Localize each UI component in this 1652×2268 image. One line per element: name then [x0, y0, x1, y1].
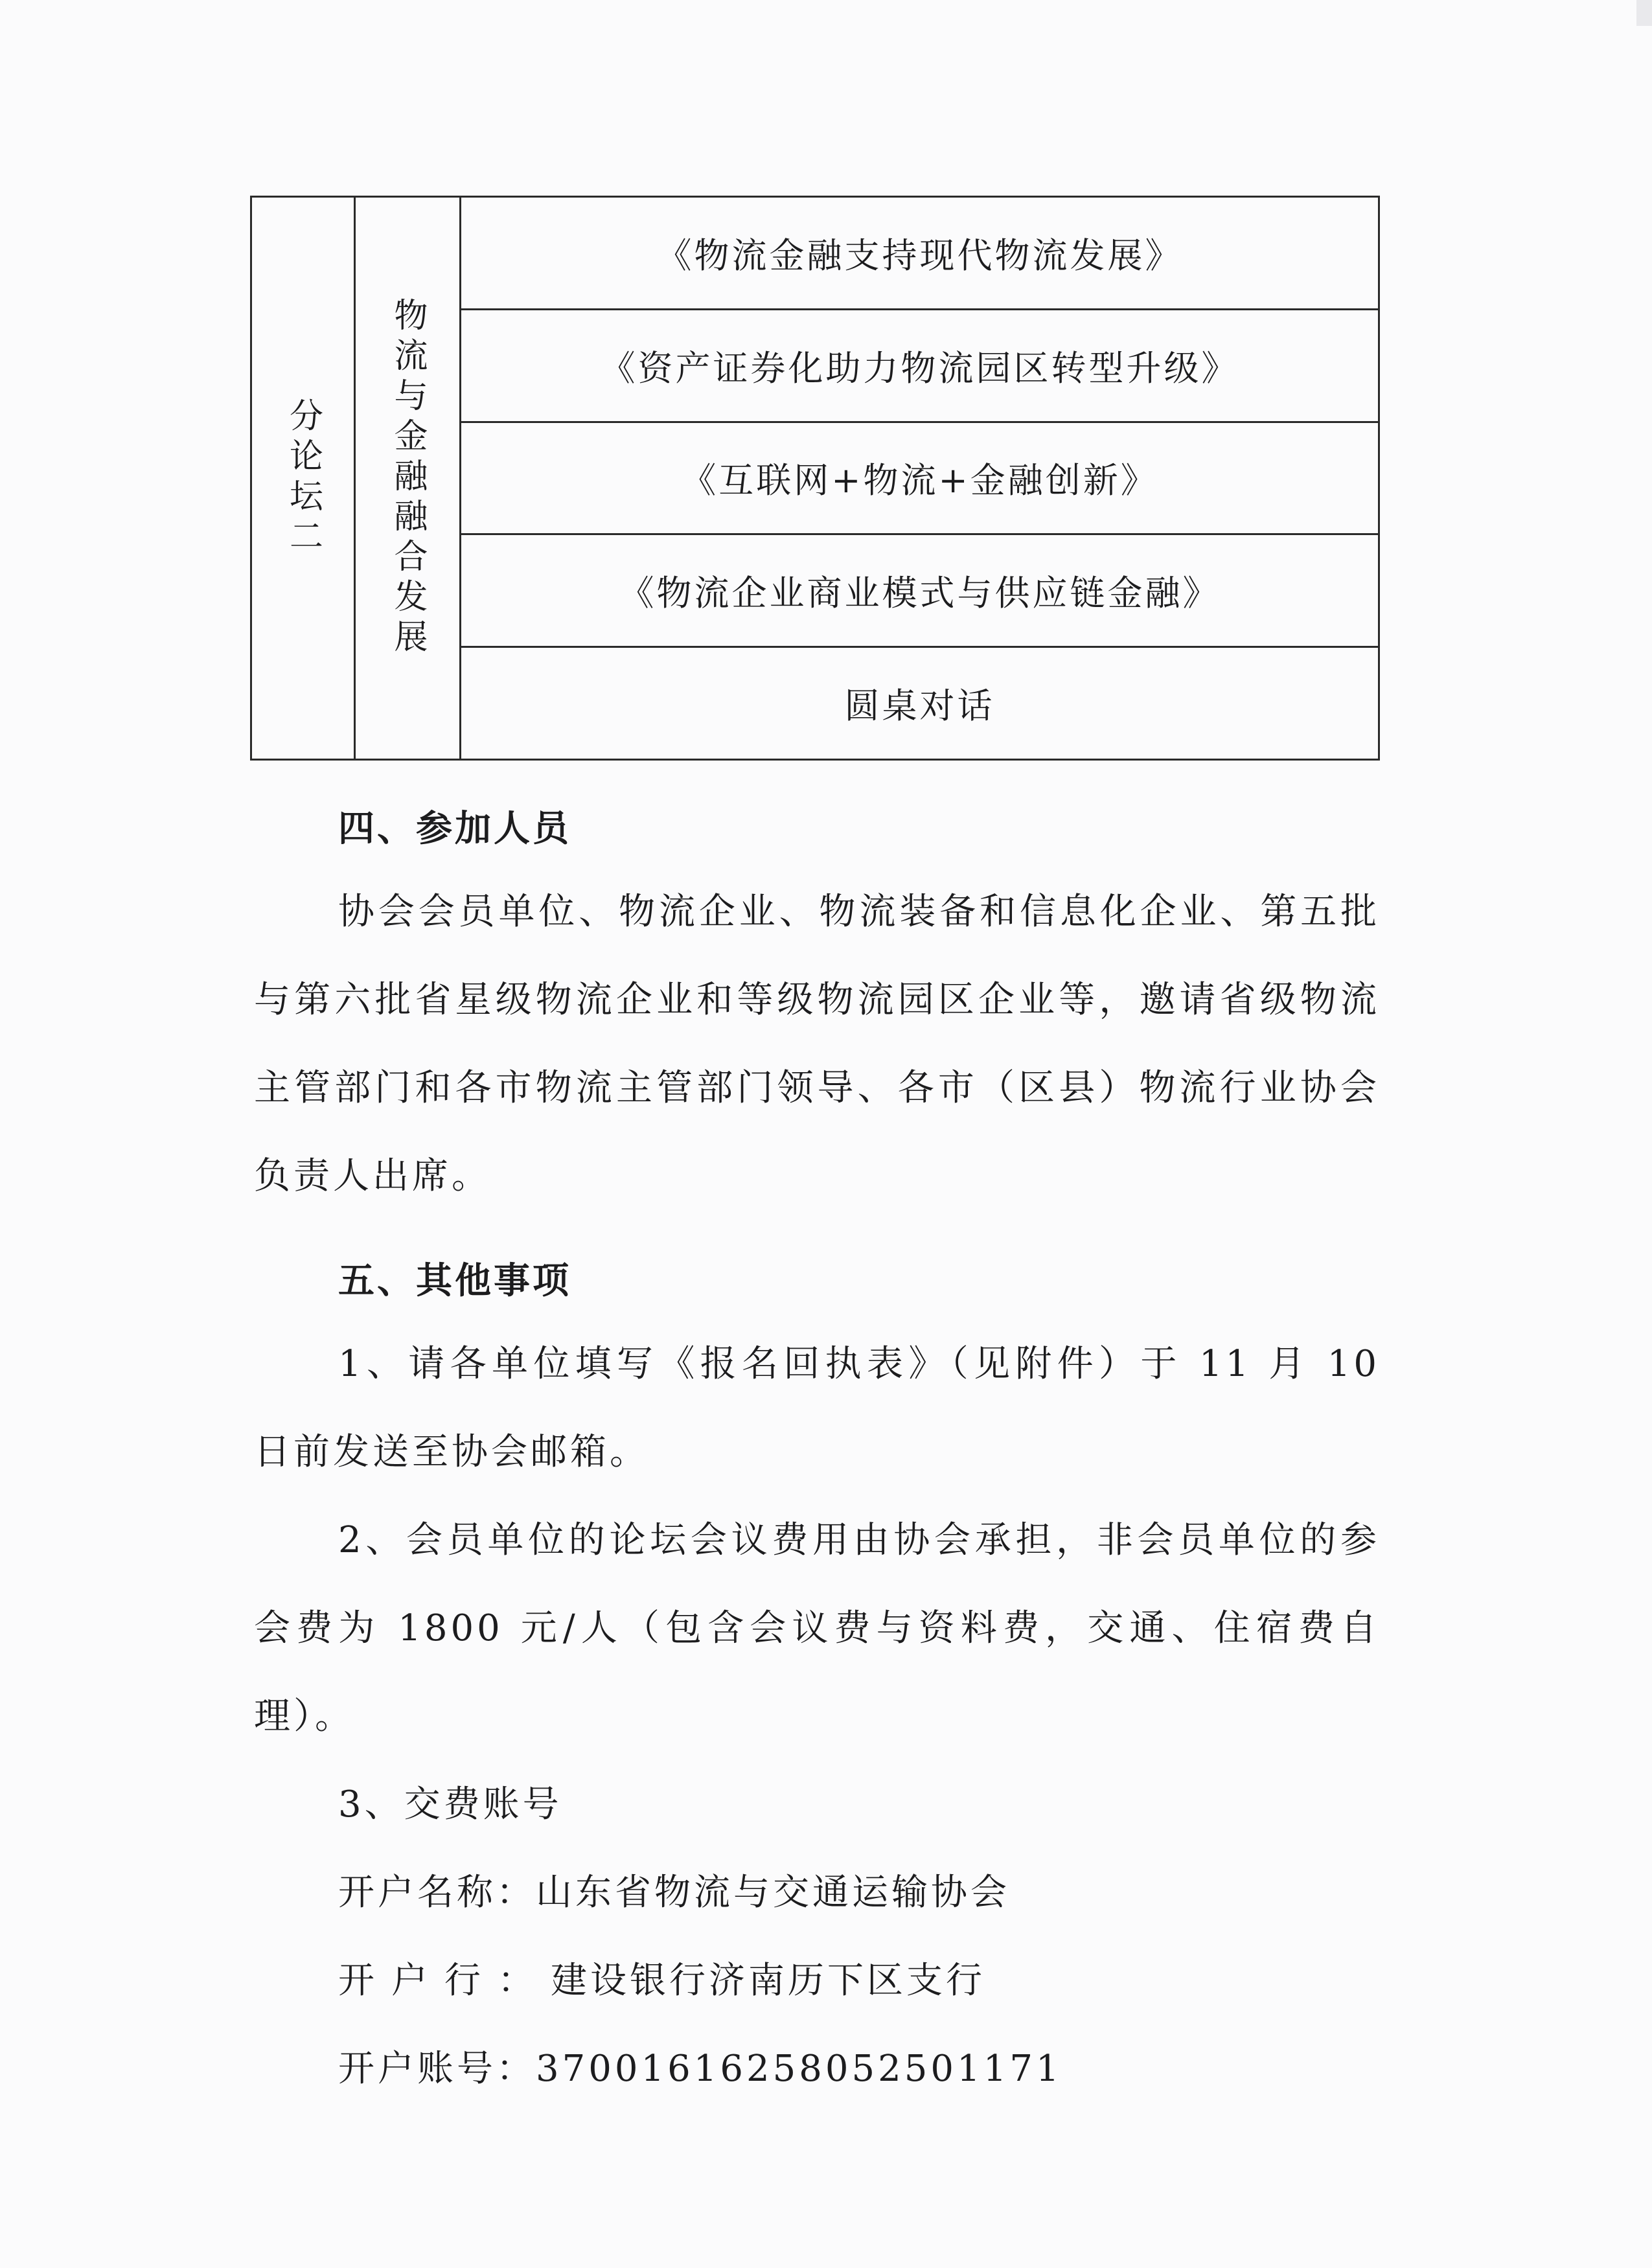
agenda-rows	[461, 198, 1378, 759]
table-row: 圆桌对话	[844, 685, 995, 727]
section4-paragraph: 协会会员单位、物流企业、物流装备和信息化企业、第五批与第六批省星级物流企业和等级物流园区企业等，邀请省级物流主管部门和各市物流主管部门领导、各市（区县）物流行业协会负责人出席。	[254, 891, 1380, 1197]
topic-label: 物流与金融融合发展	[388, 297, 427, 659]
table-row: 《物流企业商业模式与供应链金融》	[461, 535, 1378, 648]
account-number-label: 开户账号：	[338, 2048, 536, 2090]
document-body	[254, 798, 1380, 2113]
table-row: 《资产证券化助力物流园区转型升级》	[461, 310, 1378, 423]
section5-heading: 五、其他事项	[338, 1260, 571, 1302]
section5-item3: 3、交费账号	[338, 1783, 562, 1826]
bank-label: 开户行：	[338, 1960, 551, 2002]
account-name-value: 山东省物流与交通运输协会	[536, 1872, 1010, 1914]
table-row: 《物流金融支持现代物流发展》	[461, 198, 1378, 310]
bank-line	[254, 1937, 1380, 2025]
forum-label: 分论坛二	[283, 398, 323, 558]
account-name-line	[254, 1849, 1380, 1937]
agenda-table	[250, 196, 1380, 761]
bank-value: 建设银行济南历下区支行	[551, 1960, 985, 2002]
section-gap	[254, 1220, 1380, 1250]
section4-heading: 四、参加人员	[338, 808, 571, 850]
page-edge	[1636, 0, 1652, 26]
account-number-value: 37001616258052501171	[536, 2048, 1062, 2090]
section5-item1: 1、请各单位填写《报名回执表》（见附件）于 11 月 10 日前发送至协会邮箱。	[254, 1343, 1380, 1473]
account-name-label: 开户名称：	[338, 1872, 536, 1914]
table-row: 《互联网+物流+金融创新》	[461, 423, 1378, 536]
account-number-line	[254, 2025, 1380, 2113]
forum-cell	[252, 198, 354, 759]
topic-cell	[356, 198, 459, 759]
section5-item2: 2、会员单位的论坛会议费用由协会承担，非会员单位的参会费为 1800 元/人（包含会议费与资料费，交通、住宿费自理）。	[254, 1519, 1380, 1737]
